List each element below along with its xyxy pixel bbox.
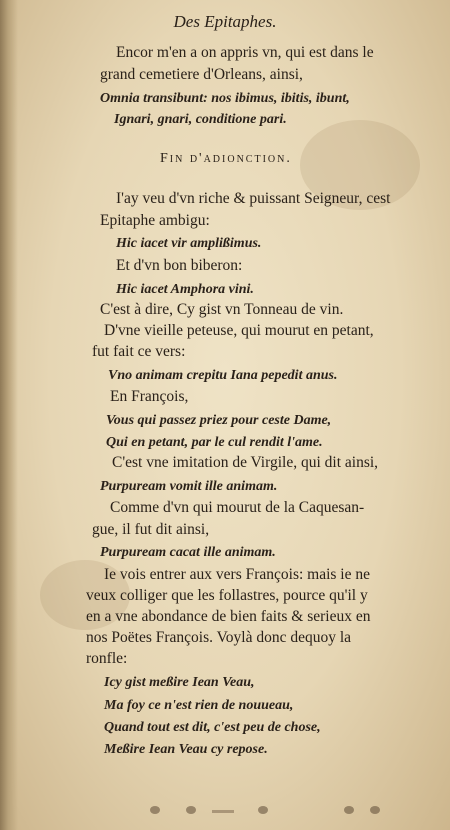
text-line: gue, il fut dit ainsi, (92, 521, 210, 538)
text-line: Encor m'en a on appris vn, qui est dans le (116, 44, 374, 61)
french-verse: Meßire Iean Veau cy repose. (104, 742, 268, 757)
text-line: veux colliger que les follastres, pource qu'il y (86, 587, 368, 604)
text-line: nos Poëtes François. Voylà donc dequoy la (86, 629, 352, 646)
text-line: C'est à dire, Cy gist vn Tonneau de vin. (100, 301, 344, 318)
french-verse: Quand tout est dit, c'est peu de chose, (104, 720, 321, 735)
latin-verse: Vno animam crepitu Iana pepedit anus. (108, 368, 338, 383)
latin-epitaph: Hic iacet Amphora vini. (116, 282, 254, 297)
footer-ornaments (0, 800, 450, 824)
text-line: Epitaphe ambigu: (100, 212, 210, 229)
french-verse: Icy gist meßire Iean Veau, (104, 675, 255, 690)
french-verse: Vous qui passez priez pour ceste Dame, (106, 413, 332, 428)
text-line: En François, (110, 388, 189, 405)
section-heading: Fin d'adionction. (160, 151, 292, 166)
ornament-mark (370, 806, 380, 814)
running-head: Des Epitaphes. (173, 12, 277, 31)
text-line: Ie vois entrer aux vers François: mais ie ne (104, 566, 370, 583)
ornament-mark (344, 806, 354, 814)
latin-epitaph: Hic iacet vir amplißimus. (116, 236, 262, 251)
text-line: C'est vne imitation de Virgile, qui dit ainsi, (112, 454, 379, 471)
text-line: en a vne abondance de bien faits & serieux en (86, 608, 371, 625)
latin-verse: Omnia transibunt: nos ibimus, ibitis, ibunt, (100, 91, 350, 106)
ornament-mark (186, 806, 196, 814)
binding-gutter (0, 0, 18, 830)
latin-verse: Ignari, gnari, conditione pari. (114, 112, 287, 127)
text-line: fut fait ce vers: (92, 343, 186, 360)
text-line: grand cemetiere d'Orleans, ainsi, (100, 66, 303, 83)
text-line: I'ay veu d'vn riche & puissant Seigneur, cest (116, 190, 391, 207)
latin-verse: Purpuream vomit ille animam. (100, 479, 278, 494)
ornament-dash (212, 810, 234, 813)
french-verse: Qui en petant, par le cul rendit l'ame. (106, 435, 323, 450)
text-line: D'vne vieille peteuse, qui mourut en petant, (104, 322, 374, 339)
french-verse: Ma foy ce n'est rien de nouueau, (104, 698, 294, 713)
latin-verse: Purpuream cacat ille animam. (100, 545, 276, 560)
text-line: Et d'vn bon biberon: (116, 257, 243, 274)
text-line: ronfle: (86, 650, 128, 667)
text-line: Comme d'vn qui mourut de la Caquesan- (110, 499, 365, 516)
ornament-mark (150, 806, 160, 814)
ornament-mark (258, 806, 268, 814)
